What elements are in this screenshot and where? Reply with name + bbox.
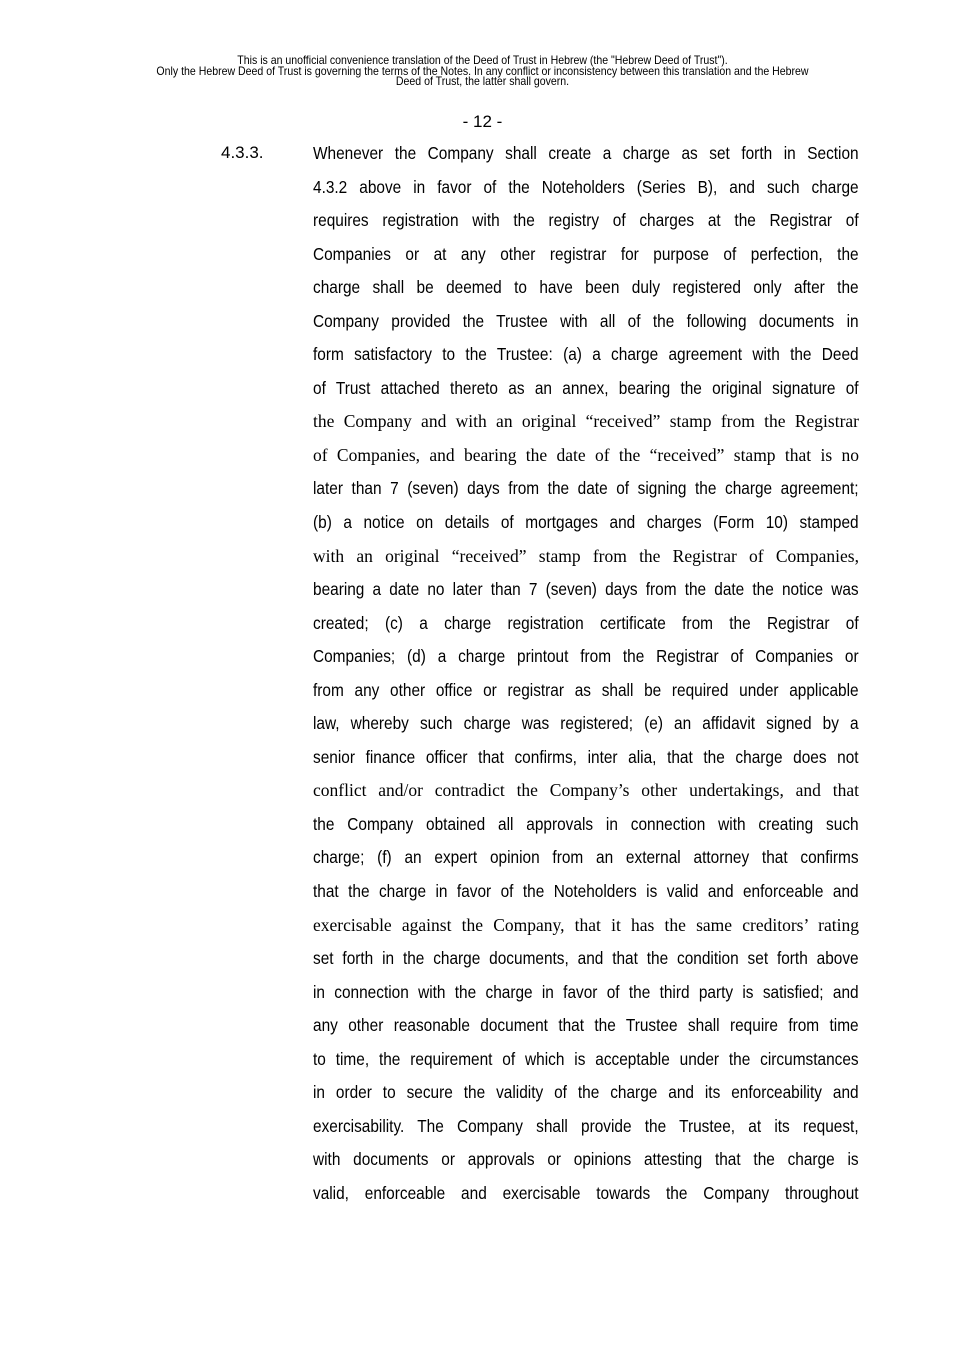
text-line-content: bearing a date no later than 7 (seven) days from the date the notice was bbox=[313, 579, 859, 600]
text-line-content: to time, the requirement of which is acceptable under the circumstances bbox=[313, 1048, 859, 1069]
text-line bbox=[313, 545, 859, 579]
text-line-content: 4.3.2 above in favor of the Noteholders (Series B), and such charge bbox=[313, 176, 859, 197]
text-line bbox=[313, 243, 859, 277]
translation-disclaimer-header bbox=[0, 55, 965, 87]
text-line-content: created; (c) a charge registration certificate from the Registrar of bbox=[313, 612, 859, 633]
text-line bbox=[313, 846, 859, 880]
text-line-content: law, whereby such charge was registered; (e) an affidavit signed by a bbox=[313, 713, 859, 734]
section-number: 4.3.3. bbox=[221, 143, 264, 162]
text-line bbox=[313, 712, 859, 746]
text-line bbox=[313, 1014, 859, 1048]
text-line-content: the Company obtained all approvals in connection with creating such bbox=[313, 813, 859, 834]
text-line bbox=[313, 511, 859, 545]
text-line-content: with an original “received” stamp from the Registrar of Companies, bbox=[313, 545, 859, 566]
text-line-content: set forth in the charge documents, and that the condition set forth above bbox=[313, 948, 859, 969]
text-line bbox=[313, 209, 859, 243]
text-line bbox=[313, 578, 859, 612]
text-line-content: charge; (f) an expert opinion from an external attorney that confirms bbox=[313, 847, 859, 868]
text-line-content: exercisable against the Company, that it has the same creditors’ rating bbox=[313, 914, 859, 935]
text-line bbox=[313, 176, 859, 210]
section-body bbox=[313, 142, 859, 1216]
text-line bbox=[313, 310, 859, 344]
text-line-content: conflict and/or contradict the Company’s other undertakings, and that bbox=[313, 780, 859, 801]
header-line: This is an unofficial convenience translation of the Deed of Trust in Hebrew (the "Hebrew Deed of Trust"). bbox=[237, 53, 728, 67]
text-line bbox=[313, 981, 859, 1015]
text-line-content: Whenever the Company shall create a charge as set forth in Section bbox=[313, 143, 859, 163]
text-line bbox=[313, 444, 859, 478]
text-line-content: in order to secure the validity of the charge and its enforceability and bbox=[313, 1082, 859, 1103]
text-line bbox=[313, 142, 859, 176]
text-line bbox=[313, 746, 859, 780]
text-line-content: from any other office or registrar as shall be required under applicable bbox=[313, 679, 859, 700]
text-line bbox=[313, 276, 859, 310]
text-line-content: Company provided the Trustee with all of the following documents in bbox=[313, 310, 859, 331]
text-line bbox=[313, 779, 859, 813]
text-line-content: later than 7 (seven) days from the date of signing the charge agreement; bbox=[313, 478, 859, 499]
text-line bbox=[313, 813, 859, 847]
text-line bbox=[313, 880, 859, 914]
text-line bbox=[313, 645, 859, 679]
text-line bbox=[313, 343, 859, 377]
text-line-content: in connection with the charge in favor of the third party is satisfied; and bbox=[313, 981, 859, 1002]
header-line: Deed of Trust, the latter shall govern. bbox=[395, 74, 570, 88]
text-line-content: valid, enforceable and exercisable towards the Company throughout bbox=[313, 1182, 859, 1203]
text-line-content: of Trust attached thereto as an annex, bearing the original signature of bbox=[313, 377, 859, 398]
text-line bbox=[313, 1115, 859, 1149]
text-line-content: Companies; (d) a charge printout from the Registrar of Companies or bbox=[313, 646, 859, 667]
text-line-content: (b) a notice on details of mortgages and charges (Form 10) stamped bbox=[313, 512, 859, 533]
text-line bbox=[313, 1081, 859, 1115]
text-line-content: requires registration with the registry of charges at the Registrar of bbox=[313, 210, 859, 231]
text-line-content: of Companies, and bearing the date of the “received” stamp that is no bbox=[313, 444, 859, 465]
text-line bbox=[313, 477, 859, 511]
text-line-content: exercisability. The Company shall provide the Trustee, at its request, bbox=[313, 1115, 859, 1136]
text-line bbox=[313, 679, 859, 713]
text-line-content: the Company and with an original “received” stamp from the Registrar bbox=[313, 411, 859, 432]
text-line-content: charge shall be deemed to have been duly registered only after the bbox=[313, 277, 859, 298]
text-line bbox=[313, 612, 859, 646]
text-line bbox=[313, 1182, 859, 1216]
text-line bbox=[313, 1048, 859, 1082]
text-line bbox=[313, 410, 859, 444]
text-line-content: Companies or at any other registrar for purpose of perfection, the bbox=[313, 243, 859, 264]
page-number: - 12 - bbox=[462, 112, 503, 131]
text-line-content: with documents or approvals or opinions attesting that the charge is bbox=[313, 1149, 859, 1170]
text-line-content: senior finance officer that confirms, inter alia, that the charge does not bbox=[313, 746, 859, 767]
text-line-content: form satisfactory to the Trustee: (a) a charge agreement with the Deed bbox=[313, 344, 859, 365]
text-line-content: that the charge in favor of the Noteholders is valid and enforceable and bbox=[313, 881, 859, 902]
text-line bbox=[313, 377, 859, 411]
header-line: Only the Hebrew Deed of Trust is governing the terms of the Notes. In any conflict or inconsistency between this translation and the Hebrew bbox=[156, 63, 809, 78]
text-line bbox=[313, 947, 859, 981]
text-line-content: any other reasonable document that the Trustee shall require from time bbox=[313, 1015, 859, 1036]
text-line bbox=[313, 914, 859, 948]
text-line bbox=[313, 1148, 859, 1182]
